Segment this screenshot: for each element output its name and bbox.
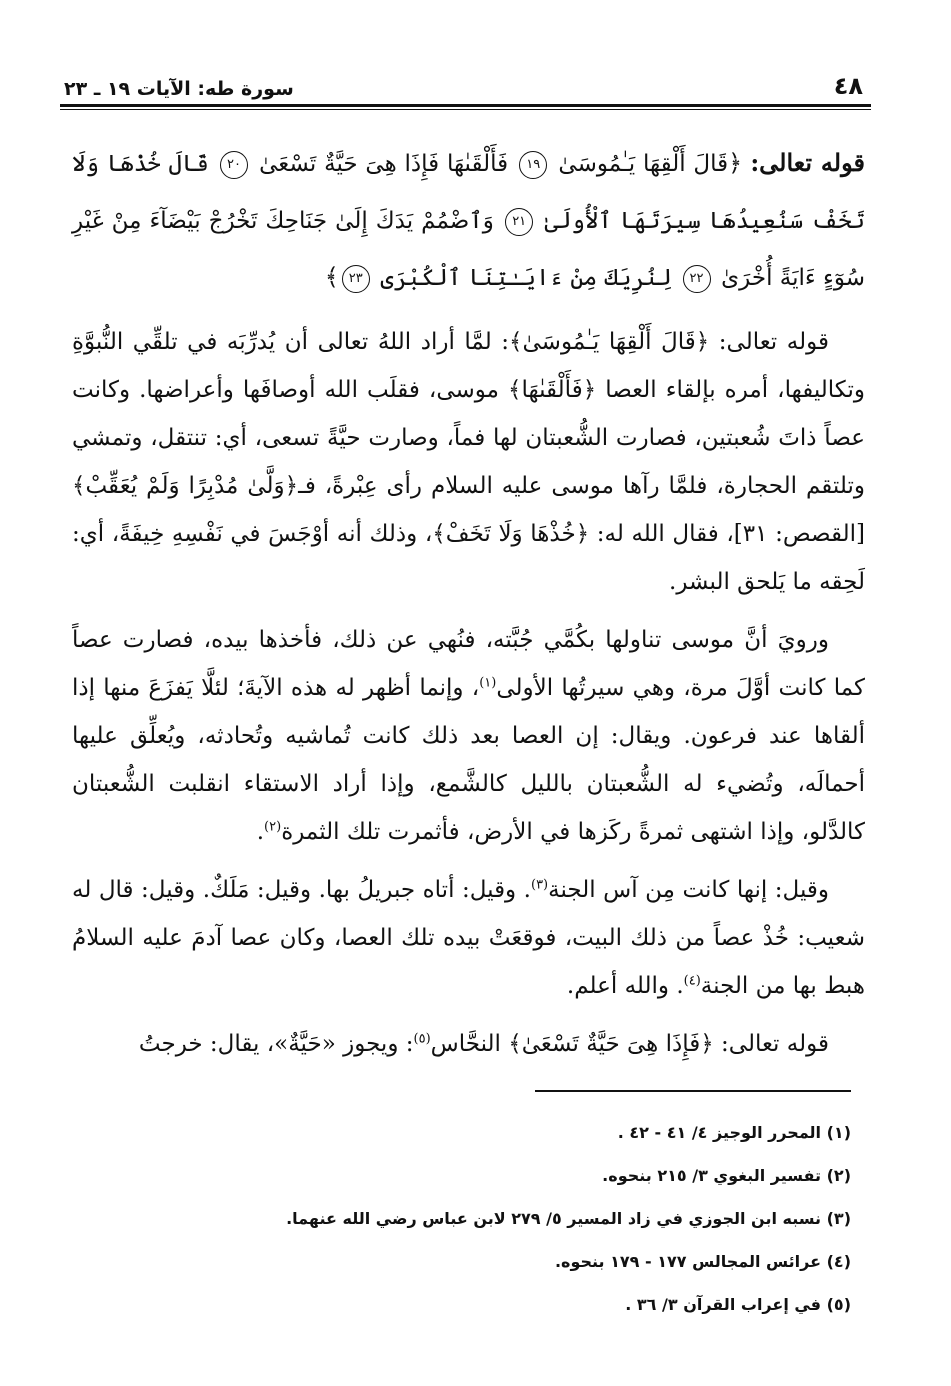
main-text [72, 135, 865, 1078]
header-rule [60, 104, 871, 107]
page-header [64, 60, 863, 100]
verse-block [72, 135, 865, 306]
paragraph-4 [72, 1020, 865, 1068]
verse-21-text: قَالَ خُذْهَا وَلَا تَخَفْ سَنُعِيدُهَا سِيرَتَهَا ٱلْأُولَىٰ [72, 151, 865, 234]
footnote-ref-3[interactable]: (٣) [530, 877, 549, 893]
verse-19-text: قَالَ أَلْقِهَا يَـٰمُوسَىٰ [558, 151, 729, 177]
verse-close-bracket: ﴾ [324, 263, 339, 291]
header-rule-thin [60, 109, 871, 110]
footnote-ref-4[interactable]: (٤) [683, 973, 701, 989]
paragraph-4-part-a: قوله تعالى: ﴿فَإِذَا هِىَ حَيَّةٌ تَسْعَىٰ﴾ النحَّاس [430, 1031, 829, 1057]
ayah-marker-22: ٢٢ [683, 265, 711, 293]
paragraph-2-part-a: ورويَ أنَّ موسى تناولها بكُمَّي جُبَّته، فنُهي عن ذلك، فأخذها بيده، فصارت عصاً كما كانت أوَّلَ مرة، وهي سيرتُها الأولى [72, 627, 865, 701]
ayah-marker-21: ٢١ [505, 208, 533, 236]
footnote-5: (٥) في إعراب القرآن ٣/ ٣٦ . [625, 1295, 851, 1314]
footnote-3: (٣) نسبه ابن الجوزي في زاد المسير ٥/ ٢٧٩ لابن عباس رضي الله عنهما. [286, 1209, 851, 1228]
paragraph-2-part-c: . [256, 819, 265, 845]
verse-20-text: فَأَلْقَىٰهَا فَإِذَا هِىَ حَيَّةٌ تَسْعَىٰ [259, 151, 509, 177]
ayah-marker-19: ١٩ [519, 151, 547, 179]
verse-lead: قوله تعالى: [750, 148, 865, 177]
footnote-1: (١) المحرر الوجيز ٤/ ٤١ - ٤٢ . [617, 1123, 851, 1142]
paragraph-1: قوله تعالى: ﴿قَالَ أَلْقِهَا يَـٰمُوسَىٰ﴾: لمَّا أراد اللهُ تعالى أن يُدرِّبَه في تلقِّي النُّبوَّةِ وتكاليفها، أمره بإلقاء العصا ﴿فَأَلْقَىٰهَا﴾ موسى، فقلَب الله أوصافَها وأعراضها. وكانت عصاً ذاتَ شُعبتين، فصارت الشُّعبتان لها فماً، وصارت حيَّةً تسعى، أي: تنتقل، وتمشي وتلتقم الحجارة، فلمَّا رآها موسى عليه السلام رأى عِبْرةً، فـ﴿وَلَّىٰ مُدْبِرًا وَلَمْ يُعَقِّبْ﴾ [القصص: ٣١]، فقال الله له: ﴿خُذْهَا وَلَا تَخَفْ﴾، وذلك أنه أوْجَسَ في نَفْسِهِ خِيفَةً، أي: لَحِقه ما يَلحق البشر. [72, 329, 865, 595]
paragraph-2-part-b: ، وإنما أظهر له هذه الآيةَ؛ لئلَّا يَفزَعَ منها إذا ألقاها عند فرعون. ويقال: إن العصا بعد ذلك كانت تُماشيه وتُحادثه، ويُعلِّق عليها أحمالَه، وتُضيء له الشُّعبتان بالليل كالشَّمع، وإذا أراد الاستقاء انقلبت الشُّعبتان كالدَّلو، وإذا اشتهى ثمرةً ركَزها في الأرض، فأثمرت تلك الثمرة [72, 675, 865, 845]
page-number: ٤٨ [833, 72, 863, 100]
verse-22-text: وَٱضْمُمْ يَدَكَ إِلَىٰ جَنَاحِكَ تَخْرُجْ بَيْضَآءَ مِنْ غَيْرِ سُوٓءٍ ءَايَةً أُخْرَىٰ [72, 208, 865, 291]
paragraph-2 [72, 616, 865, 856]
verse-23-text: لِنُرِيَكَ مِنْ ءَايَـٰتِنَا ٱلْكُبْرَى [380, 265, 672, 291]
paragraph-3 [72, 866, 865, 1010]
verse-open-bracket: ﴿ [728, 149, 743, 177]
footnote-ref-2[interactable]: (٢) [264, 819, 282, 835]
footnote-separator [535, 1090, 851, 1092]
footnote-ref-5[interactable]: (٥) [413, 1031, 431, 1047]
ayah-marker-20: ٢٠ [220, 151, 248, 179]
footnote-ref-1[interactable]: (١) [479, 675, 497, 691]
footnotes [60, 1120, 851, 1335]
footnote-2: (٢) تفسير البغوي ٣/ ٢١٥ بنحوه. [602, 1166, 851, 1185]
paragraph-3-part-b: . وقيل: أتاه جبريلُ بها. وقيل: مَلَكٌ. وقيل: قال له شعيب: خُذْ عصاً من ذلك البيت، فوقعَتْ بيده تلك العصا، وكان عصا آدمَ عليه السلامُ هبط بها من الجنة [72, 877, 865, 999]
ayah-marker-23: ٢٣ [342, 265, 370, 293]
paragraph-3-part-c: . والله أعلم. [566, 973, 684, 999]
footnote-4: (٤) عرائس المجالس ١٧٧ - ١٧٩ بنحوه. [554, 1252, 851, 1271]
paragraph-4-part-b: : ويجوز «حَيَّةٌ»، يقال: خرجتُ [138, 1031, 414, 1057]
paragraph-3-part-a: وقيل: إنها كانت مِن آس الجنة [548, 877, 829, 903]
running-title: سورة طه: الآيات ١٩ ـ ٢٣ [64, 78, 294, 100]
